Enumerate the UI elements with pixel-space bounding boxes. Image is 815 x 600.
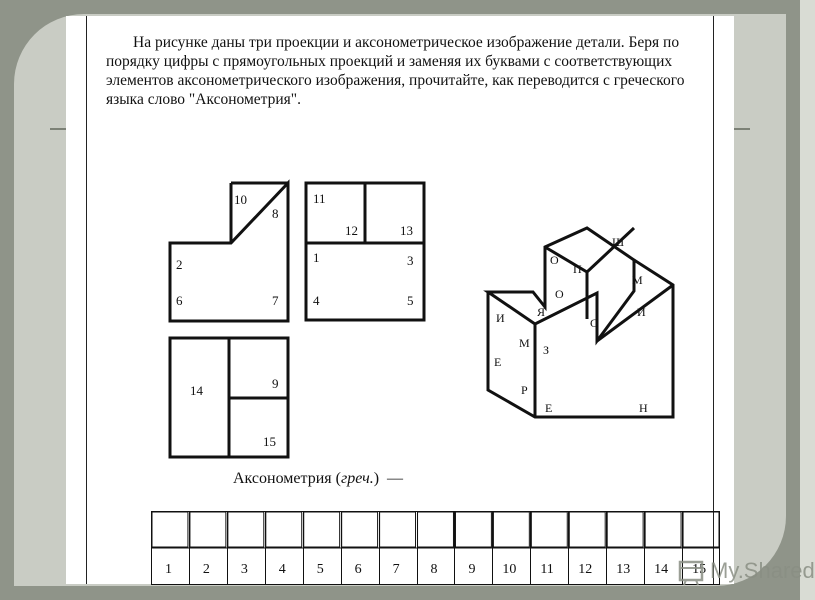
front-num-8: 8	[272, 206, 279, 221]
answer-cell-3[interactable]	[228, 512, 264, 547]
iso-letter-13: Р	[521, 383, 528, 397]
top-num-14: 14	[190, 383, 203, 398]
side-num-4: 4	[313, 293, 320, 308]
watermark-text: My.Shared	[710, 558, 815, 583]
iso-letter-11: З	[543, 343, 550, 357]
iso-letter-10: М	[519, 336, 530, 350]
answer-number-14: 14	[654, 562, 669, 577]
watermark-logo-icon	[676, 556, 706, 586]
answer-cell-12[interactable]	[569, 512, 605, 547]
answer-prompt-dash: —	[387, 470, 404, 487]
answer-cell-6[interactable]	[342, 512, 378, 547]
side-num-13: 13	[400, 223, 413, 238]
side-num-11: 11	[313, 191, 326, 206]
iso-letter-4: О	[555, 287, 564, 301]
answer-number-15: 15	[692, 562, 707, 577]
iso-step-edge	[597, 285, 673, 341]
top-num-15: 15	[263, 434, 276, 449]
iso-letter-14: Е	[545, 401, 553, 415]
side-num-3: 3	[407, 253, 414, 268]
iso-letter-1: О	[550, 253, 559, 267]
answer-cell-9[interactable]	[455, 512, 491, 547]
answer-cell-13[interactable]	[607, 512, 643, 547]
iso-letter-9: И	[637, 305, 646, 319]
top-num-9: 9	[272, 376, 279, 391]
answer-number-2: 2	[202, 562, 210, 577]
axonometric-drawing	[488, 228, 673, 417]
answer-number-5: 5	[316, 562, 324, 577]
iso-letter-6: Я	[537, 305, 546, 319]
front-num-6: 6	[176, 293, 183, 308]
side-num-12: 12	[345, 223, 358, 238]
iso-body-outline	[488, 260, 673, 417]
iso-letter-15: Н	[639, 401, 648, 415]
answer-number-6: 6	[354, 562, 362, 577]
answer-cell-8[interactable]	[418, 512, 454, 547]
answer-cell-10[interactable]	[493, 512, 529, 547]
answer-cell-1[interactable]	[152, 512, 188, 547]
worksheet-page	[66, 16, 815, 584]
answer-grid	[151, 511, 721, 586]
decorative-line-right	[732, 128, 750, 130]
answer-cell-14[interactable]	[645, 512, 681, 547]
answer-number-9: 9	[468, 562, 476, 577]
answer-number-13: 13	[616, 562, 631, 577]
side-num-1: 1	[313, 250, 320, 265]
answer-cell-11[interactable]	[531, 512, 567, 547]
answer-cell-15[interactable]	[683, 512, 719, 547]
iso-letter-7: И	[496, 311, 505, 325]
front-num-10: 10	[234, 192, 247, 207]
front-num-2: 2	[176, 257, 183, 272]
iso-letter-8: С	[590, 316, 599, 330]
answer-number-1: 1	[165, 562, 172, 577]
front-num-7: 7	[272, 293, 279, 308]
iso-letter-5: М	[632, 273, 643, 287]
projections-drawing	[66, 16, 734, 584]
answer-number-8: 8	[430, 562, 438, 577]
iso-letter-2: П	[573, 262, 582, 276]
answer-prompt: Аксонометрия (греч.) —	[233, 470, 404, 487]
answer-number-3: 3	[240, 562, 248, 577]
answer-prompt-note: греч.	[340, 470, 374, 487]
answer-cell-5[interactable]	[304, 512, 340, 547]
front-view-outline	[170, 183, 288, 321]
answer-number-7: 7	[392, 562, 400, 577]
answer-number-4: 4	[278, 562, 286, 577]
answer-cell-2[interactable]	[190, 512, 226, 547]
answer-cell-7[interactable]	[380, 512, 416, 547]
answer-prompt-word: Аксонометрия	[233, 470, 332, 487]
iso-letter-3: Ш	[612, 235, 625, 249]
answer-number-10: 10	[502, 562, 517, 577]
task-text: На рисунке даны три проекции и аксонометрическое изображение детали. Беря по порядку цифры с прямоугольных проекций и заменяя их буквами с соответствующих элементов аксонометрического изображения, прочитайте, как переводится с греческого языка слово "Аксонометрия".	[106, 34, 685, 108]
side-num-5: 5	[407, 293, 414, 308]
answer-number-12: 12	[578, 562, 593, 577]
answer-cell-4[interactable]	[266, 512, 302, 547]
watermark	[676, 556, 815, 586]
answer-number-11: 11	[540, 562, 554, 577]
iso-letter-12: Е	[494, 355, 502, 369]
